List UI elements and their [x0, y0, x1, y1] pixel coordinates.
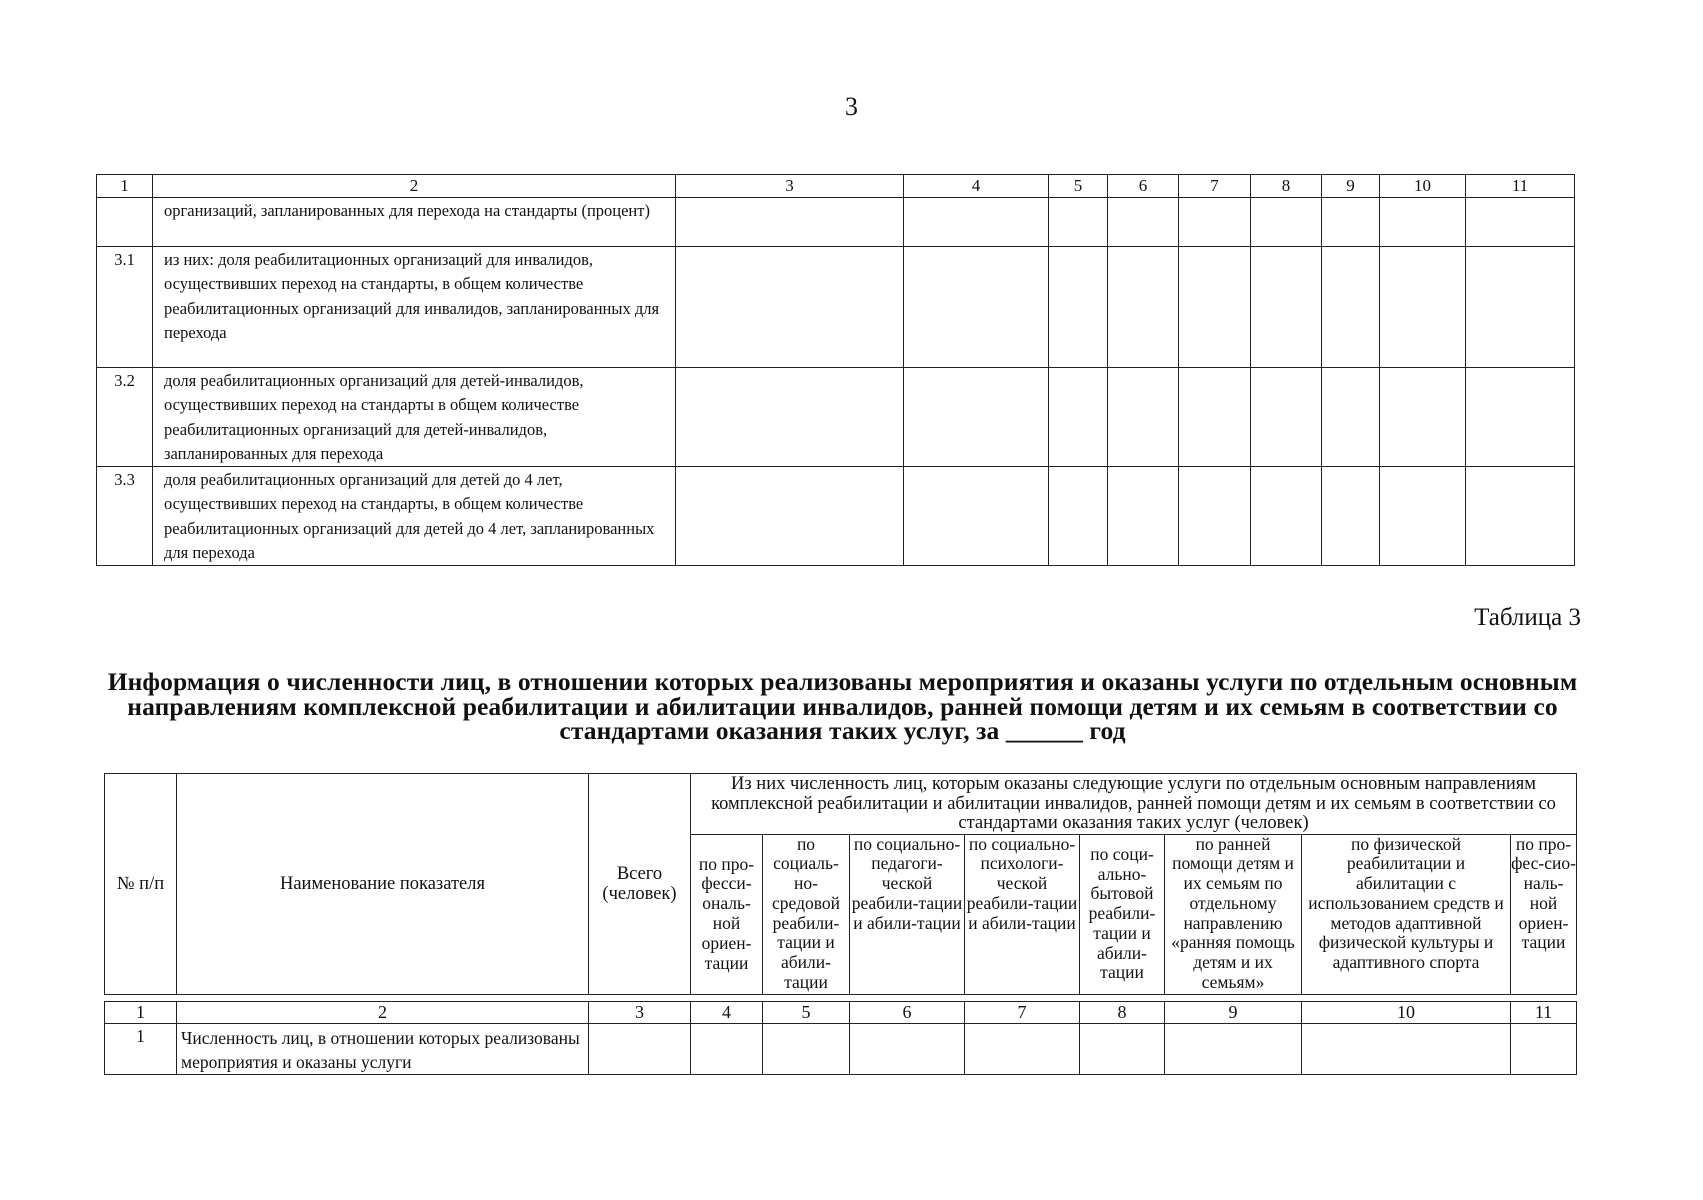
value-cell[interactable]	[904, 247, 1049, 368]
value-cell[interactable]	[676, 368, 904, 467]
indicator-name: организаций, запланированных для перехода на стандарты (процент)	[153, 198, 676, 247]
row-number: 1	[105, 1023, 177, 1074]
table-header-row	[105, 774, 1577, 835]
indicators-table-continued	[96, 174, 1575, 566]
column-header-service: по социаль-но-средовой реабили-тации и абили-тации	[763, 834, 850, 994]
column-number: 10	[1302, 1001, 1511, 1023]
row-number: 3.3	[97, 467, 153, 566]
value-cell[interactable]	[691, 1023, 763, 1074]
value-cell[interactable]	[850, 1023, 965, 1074]
value-cell[interactable]	[1322, 247, 1380, 368]
value-cell[interactable]	[676, 467, 904, 566]
value-cell[interactable]	[1165, 1023, 1302, 1074]
header-separator	[105, 994, 1577, 1001]
value-cell[interactable]	[1049, 247, 1108, 368]
value-cell[interactable]	[1322, 198, 1380, 247]
value-cell[interactable]	[904, 198, 1049, 247]
value-cell[interactable]	[1380, 368, 1466, 467]
indicator-name: доля реабилитационных организаций для детей до 4 лет, осуществивших переход на стандарты, в общем количестве реабилитационных организаций для детей до 4 лет, запланированных для перехода	[153, 467, 676, 566]
column-number: 9	[1165, 1001, 1302, 1023]
value-cell[interactable]	[1080, 1023, 1165, 1074]
indicator-name: из них: доля реабилитационных организаций для инвалидов, осуществивших переход на стандарты, в общем количестве реабилитационных организаций для инвалидов, запланированных для перехода	[153, 247, 676, 368]
value-cell[interactable]	[589, 1023, 691, 1074]
value-cell[interactable]	[1466, 368, 1575, 467]
column-number: 10	[1380, 175, 1466, 198]
value-cell[interactable]	[1108, 247, 1179, 368]
column-header-service: по про-фесси-ональ-ной ориен-тации	[691, 834, 763, 994]
row-number	[97, 198, 153, 247]
value-cell[interactable]	[1179, 247, 1251, 368]
column-numbers-row	[105, 1001, 1577, 1023]
column-number: 2	[153, 175, 676, 198]
column-number: 5	[763, 1001, 850, 1023]
value-cell[interactable]	[1049, 467, 1108, 566]
column-header-service: по социально-психологи-ческой реабили-тации и абили-тации	[965, 834, 1080, 994]
value-cell[interactable]	[1302, 1023, 1511, 1074]
value-cell[interactable]	[1179, 467, 1251, 566]
value-cell[interactable]	[1251, 198, 1322, 247]
indicator-name: Численность лиц, в отношении которых реализованы мероприятия и оказаны услуги	[177, 1023, 589, 1074]
column-number: 2	[177, 1001, 589, 1023]
table-title: Информация о численности лиц, в отношении которых реализованы мероприятия и оказаны услуги по отдельным основным направлениям комплексной реабилитации и абилитации инвалидов, ранней помощи детям и их семьям в соответствии со стандартами оказания таких услуг, за ______ год	[107, 667, 1578, 745]
column-header-service: по физической реабилитации и абилитации с использованием средств и методов адаптивной физической культуры и адаптивного спорта	[1302, 834, 1511, 994]
table-row	[97, 247, 1575, 368]
value-cell[interactable]	[965, 1023, 1080, 1074]
column-number: 11	[1466, 175, 1575, 198]
row-number: 3.2	[97, 368, 153, 467]
column-number: 3	[676, 175, 904, 198]
value-cell[interactable]	[1380, 247, 1466, 368]
table-caption: Таблица 3	[1474, 604, 1581, 631]
column-number: 7	[1179, 175, 1251, 198]
value-cell[interactable]	[1511, 1023, 1577, 1074]
table-row	[97, 368, 1575, 467]
persons-count-table	[104, 773, 1577, 1075]
value-cell[interactable]	[1251, 368, 1322, 467]
column-group-header: Из них численность лиц, которым оказаны следующие услуги по отдельным основным направлениям комплексной реабилитации и абилитации инвалидов, ранней помощи детям и их семьям в соответствии со стандартами оказания таких услуг (человек)	[691, 774, 1577, 835]
value-cell[interactable]	[904, 368, 1049, 467]
value-cell[interactable]	[1251, 247, 1322, 368]
column-number: 1	[105, 1001, 177, 1023]
column-number: 8	[1080, 1001, 1165, 1023]
column-number: 8	[1251, 175, 1322, 198]
column-header-total: Всего (человек)	[589, 774, 691, 995]
value-cell[interactable]	[1179, 198, 1251, 247]
column-number: 4	[904, 175, 1049, 198]
value-cell[interactable]	[1322, 467, 1380, 566]
page-number: 3	[845, 92, 858, 121]
value-cell[interactable]	[1466, 247, 1575, 368]
value-cell[interactable]	[904, 467, 1049, 566]
value-cell[interactable]	[676, 247, 904, 368]
column-number: 6	[850, 1001, 965, 1023]
row-number: 3.1	[97, 247, 153, 368]
column-number: 1	[97, 175, 153, 198]
value-cell[interactable]	[1108, 467, 1179, 566]
table-row	[97, 198, 1575, 247]
value-cell[interactable]	[1322, 368, 1380, 467]
column-header-service: по ранней помощи детям и их семьям по отдельному направлению «ранняя помощь детям и их семьям»	[1165, 834, 1302, 994]
column-header-service: по про-фес-сио-наль-ной ориен-тации	[1511, 834, 1577, 994]
column-number: 6	[1108, 175, 1179, 198]
table-row	[105, 1023, 1577, 1074]
value-cell[interactable]	[1251, 467, 1322, 566]
value-cell[interactable]	[1466, 198, 1575, 247]
indicator-name: доля реабилитационных организаций для детей-инвалидов, осуществивших переход на стандарты в общем количестве реабилитационных организаций для детей-инвалидов, запланированных для перехода	[153, 368, 676, 467]
column-number: 4	[691, 1001, 763, 1023]
value-cell[interactable]	[763, 1023, 850, 1074]
value-cell[interactable]	[1179, 368, 1251, 467]
column-header-service: по соци-ально-бытовой реабили-тации и абили-тации	[1080, 834, 1165, 994]
table-row	[97, 467, 1575, 566]
column-number: 9	[1322, 175, 1380, 198]
column-number: 3	[589, 1001, 691, 1023]
column-number: 7	[965, 1001, 1080, 1023]
value-cell[interactable]	[1380, 198, 1466, 247]
value-cell[interactable]	[1380, 467, 1466, 566]
value-cell[interactable]	[1108, 198, 1179, 247]
value-cell[interactable]	[676, 198, 904, 247]
column-header-name: Наименование показателя	[177, 774, 589, 995]
value-cell[interactable]	[1108, 368, 1179, 467]
column-number: 11	[1511, 1001, 1577, 1023]
column-header-number: № п/п	[105, 774, 177, 995]
column-header-service: по социально-педагоги-ческой реабили-тации и абили-тации	[850, 834, 965, 994]
value-cell[interactable]	[1466, 467, 1575, 566]
table-header-row	[97, 175, 1575, 198]
value-cell[interactable]	[1049, 368, 1108, 467]
value-cell[interactable]	[1049, 198, 1108, 247]
column-number: 5	[1049, 175, 1108, 198]
